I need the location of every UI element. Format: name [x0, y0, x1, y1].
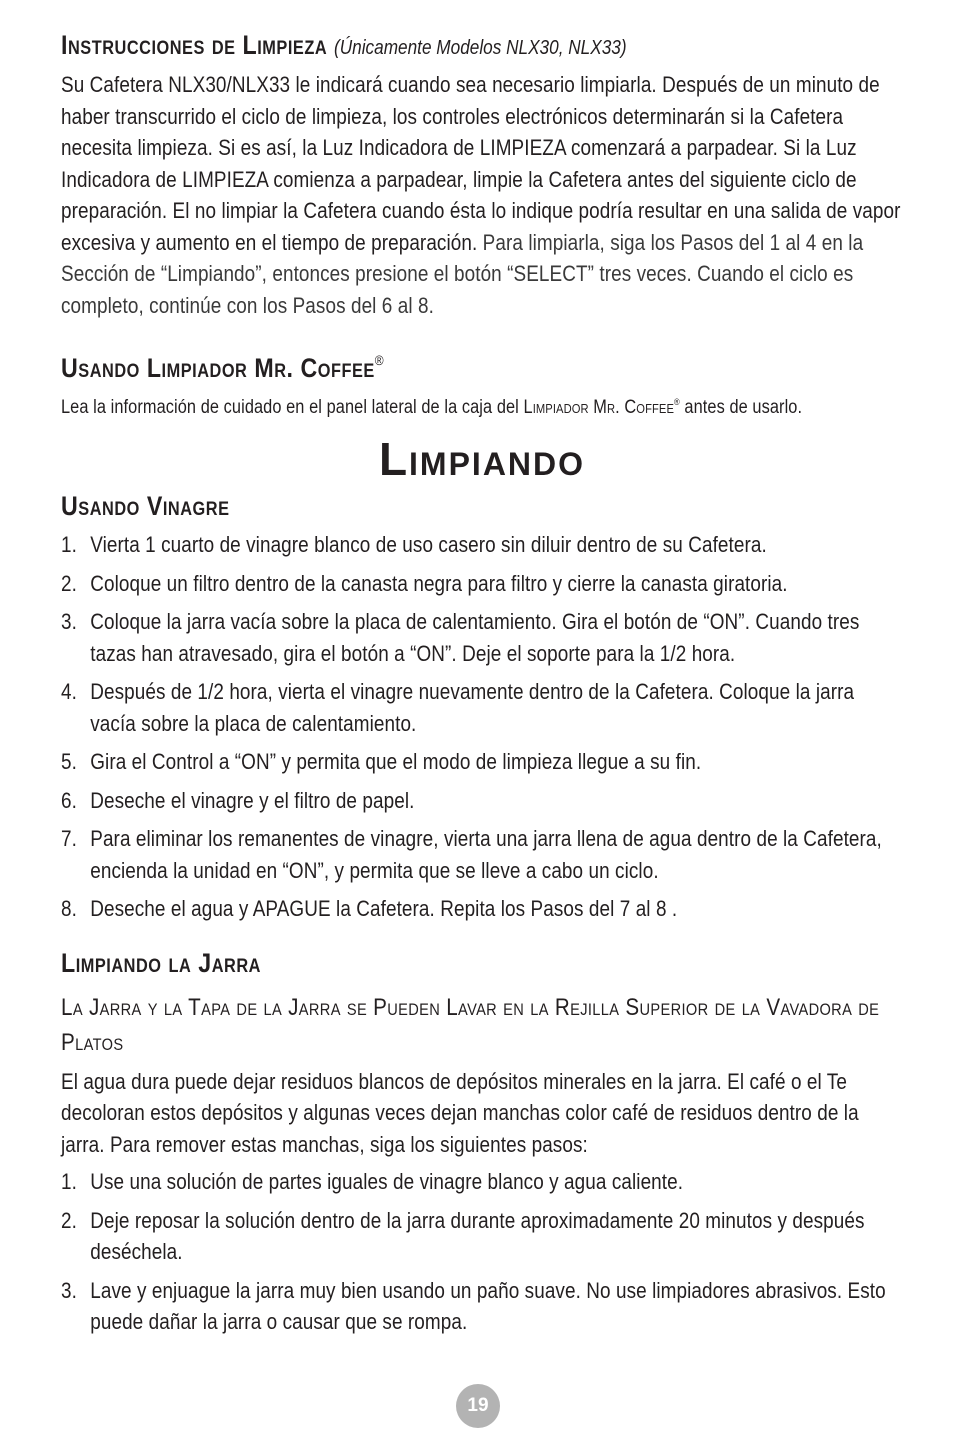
vinegar-section	[61, 489, 903, 523]
carafe-section	[61, 946, 903, 980]
list-item: 5. Gira el Control a “ON” y permita que el modo de limpieza llegue a su fin.	[61, 749, 702, 774]
cleaning-paragraph-tail: Para limpiarla, siga los Pasos del 1 al 4 en la Sección de “Limpiando”, entonces presione el botón “SELECT” tres veces. Cuando el ciclo es completo, continúe con los Pasos del 6 al 8.	[61, 229, 864, 318]
carafe-step-list	[61, 1166, 903, 1338]
cleaning-paragraph-main: Su Cafetera NLX30/NLX33 le indicará cuando sea necesario limpiarla. Después de un minuto de haber transcurrido el ciclo de limpieza, los controles electrónicos determinarán si la Cafetera necesita limpieza. Si es así, la Luz Indicadora de LIMPIEZA comenzará a parpadear. Si la Luz Indicadora de LIMPIEZA comienza a parpadear, limpie la Cafetera antes del siguiente ciclo de preparación. El no limpiar la Cafetera cuando ésta lo indique podría resultar en una salida de vapor excesiva y aumento en el tiempo de preparación.	[61, 72, 901, 255]
cleaner-section	[61, 343, 903, 385]
section-heading	[61, 343, 903, 385]
cleaning-paragraph	[61, 69, 903, 321]
section-heading	[61, 946, 903, 980]
list-item: 8. Deseche el agua y APAGUE la Cafetera. Repita los Pasos del 7 al 8 .	[61, 896, 678, 921]
registered-mark: ®	[674, 397, 680, 407]
section-heading-text: Limpiando la Jarra	[61, 947, 261, 978]
section-heading-text: Instrucciones de Limpieza	[61, 30, 328, 60]
page-content	[61, 28, 903, 1345]
cleaning-instructions-section	[61, 28, 903, 65]
section-heading-text: Usando Limpiador Mr. Coffee	[61, 353, 375, 383]
carafe-paragraph: El agua dura puede dejar residuos blancos de depósitos minerales en la jarra. El café o el Te decoloran estos depósitos y algunas veces dejan manchas color café de residuos dentro de la jarra. Para remover estas manchas, siga los siguientes pasos:	[61, 1068, 859, 1157]
cleaner-note: Lea la información de cuidado en el panel lateral de la caja del Limpiador Mr. Coffee® antes de usarlo.	[61, 397, 803, 418]
list-item: 1. Use una solución de partes iguales de vinagre blanco y agua caliente.	[61, 1169, 684, 1194]
dishwasher-subheading: La Jarra y la Tapa de la Jarra se Pueden Lavar en la Rejilla Superior de la Vavadora de Platos	[61, 993, 880, 1056]
list-item: 1. Vierta 1 cuarto de vinagre blanco de uso casero sin diluir dentro de su Cafetera.	[61, 532, 767, 557]
list-item: 7. Para eliminar los remanentes de vinagre, vierta una jarra llena de agua dentro de la Cafetera, encienda la unidad en “ON”, y permita que se lleve a cabo un ciclo.	[61, 826, 882, 883]
list-item: 3. Lave y enjuague la jarra muy bien usando un paño suave. No use limpiadores abrasivos. Esto puede dañar la jarra o causar que se rompa.	[61, 1277, 886, 1334]
section-heading-text: Usando Vinagre	[61, 491, 230, 521]
section-heading	[61, 28, 903, 65]
list-item: 4. Después de 1/2 hora, vierta el vinagre nuevamente dentro de la Cafetera. Coloque la jarra vacía sobre la placa de calentamiento.	[61, 679, 855, 736]
models-note: (Únicamente Modelos NLX30, NLX33)	[334, 37, 627, 59]
carafe-steps	[61, 1166, 903, 1338]
registered-mark: ®	[374, 352, 385, 368]
list-item: 3. Coloque la jarra vacía sobre la placa de calentamiento. Gira el botón de “ON”. Cuando tres tazas han atravesado, gira el botón a “ON”. Deje el soporte para la 1/2 hora.	[61, 609, 860, 666]
page-title: Limpiando	[378, 433, 586, 485]
page-number: 19	[456, 1384, 500, 1428]
brand-name: Limpiador Mr. Coffee	[523, 397, 675, 418]
vinegar-steps	[61, 529, 903, 925]
list-item: 6. Deseche el vinagre y el filtro de papel.	[61, 787, 415, 813]
section-heading	[61, 489, 903, 523]
list-item: 2. Coloque un filtro dentro de la canasta negra para filtro y cierre la canasta giratoria.	[61, 570, 788, 596]
vinegar-step-list	[61, 529, 903, 925]
list-item: 2. Deje reposar la solución dentro de la jarra durante aproximadamente 20 minutos y después deséchela.	[61, 1207, 865, 1264]
